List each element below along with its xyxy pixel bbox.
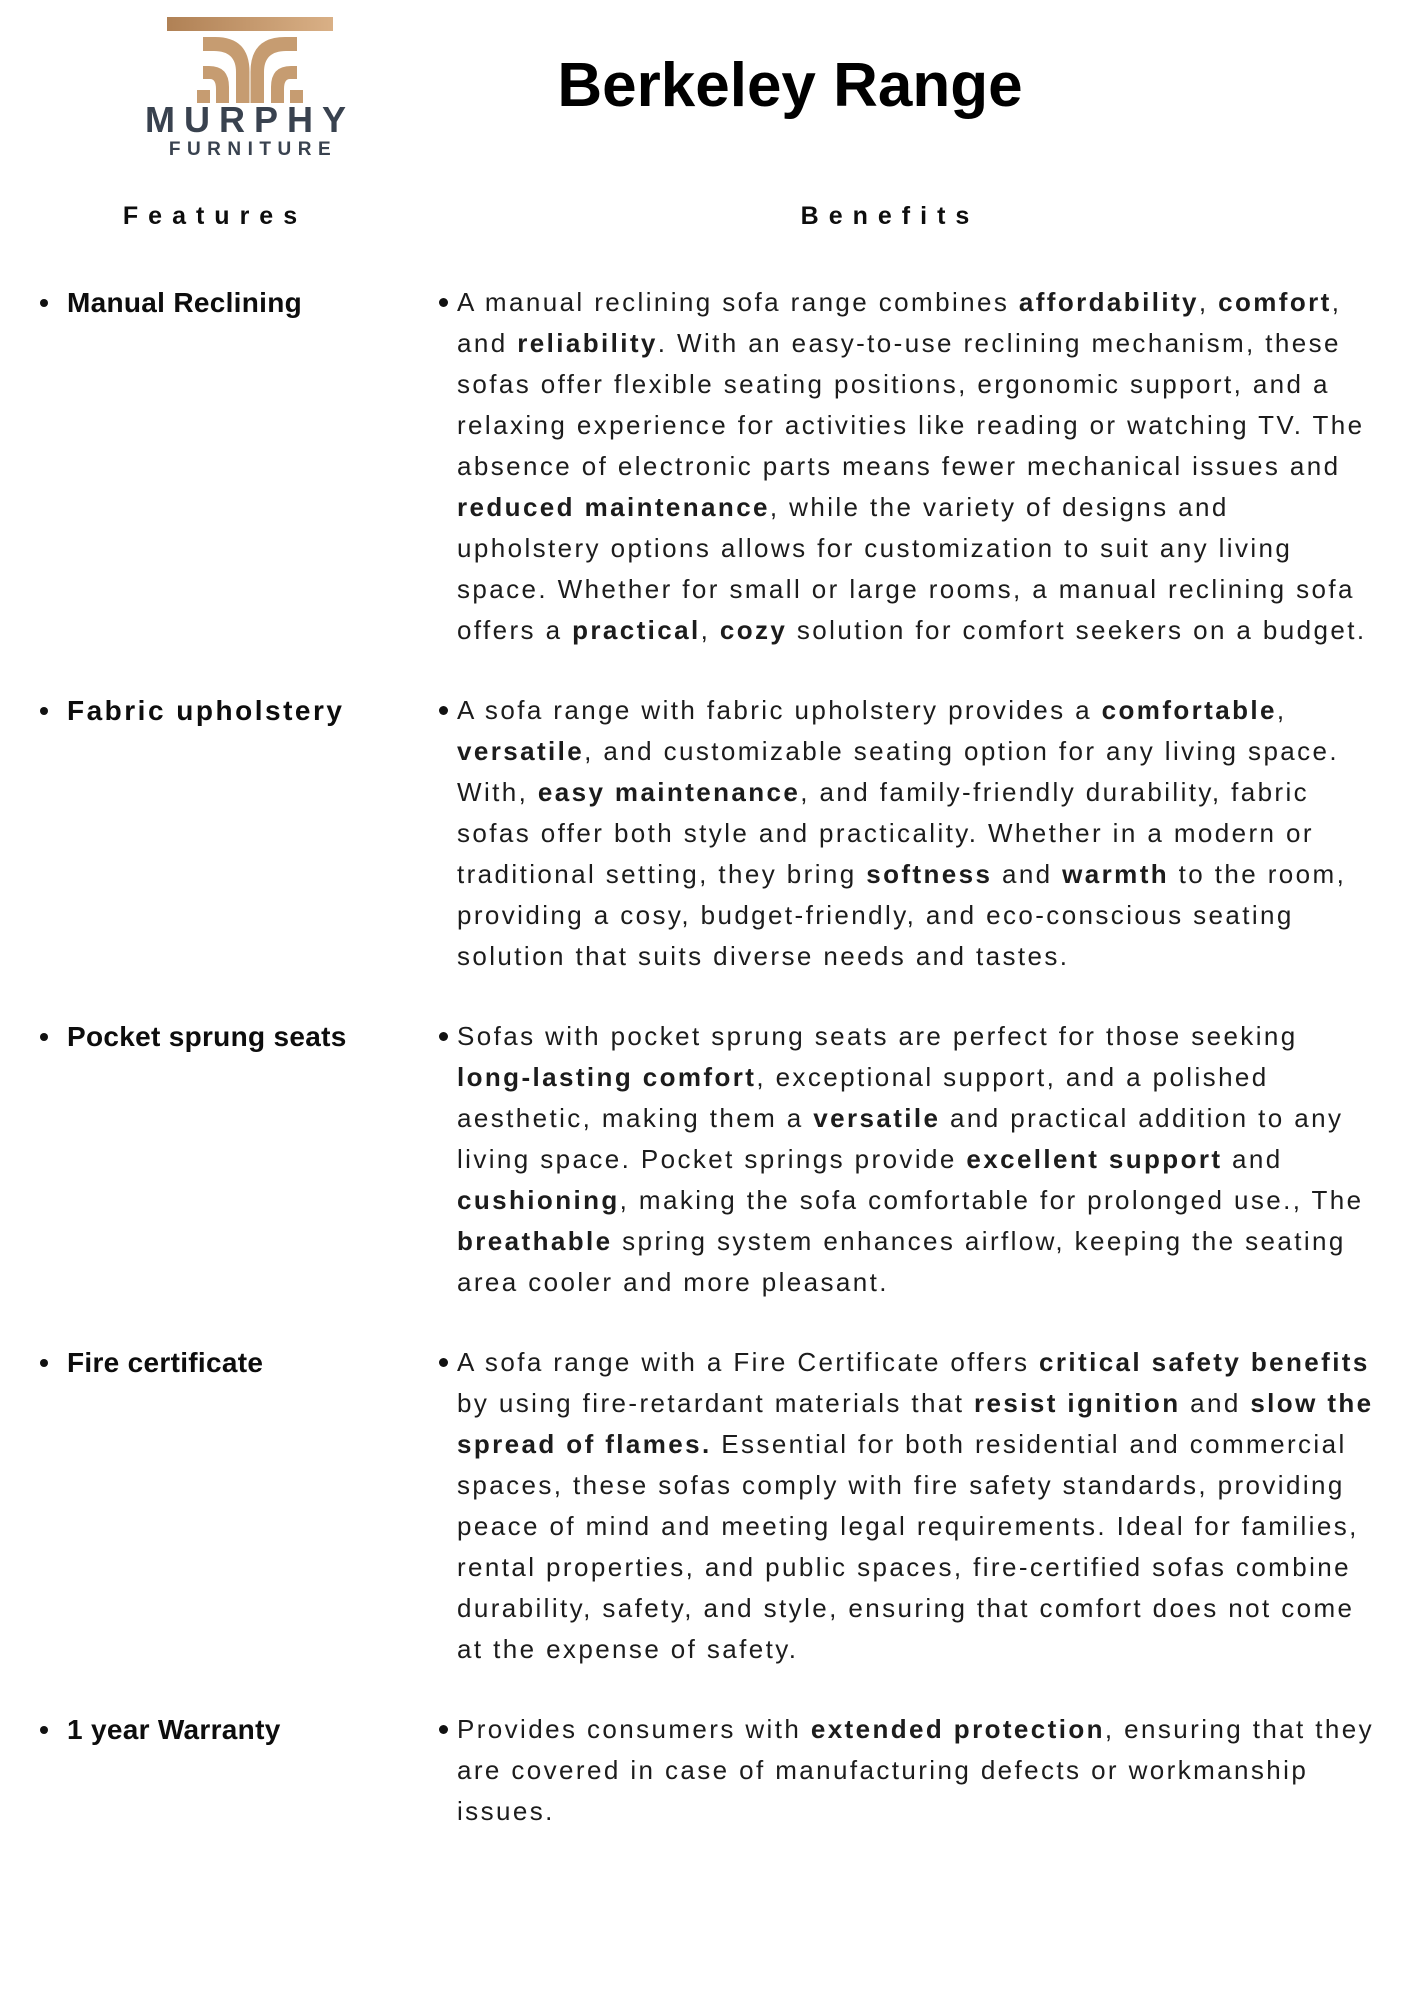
- benefit-text: and: [992, 859, 1063, 889]
- benefit-text-bold: breathable: [457, 1226, 613, 1256]
- benefit-text-bold: extended protection: [810, 1714, 1105, 1744]
- benefit-text: A manual reclining sofa range combines: [457, 287, 1019, 317]
- benefit-text: ,: [1276, 695, 1287, 725]
- features-heading: Features: [122, 202, 308, 230]
- benefit-text: A sofa range with fabric upholstery provides a: [457, 695, 1102, 725]
- benefit-text: . With an easy-to-use reclining mechanism, these sofas offer flexible seating positions, ergonomic support, and a relaxing experience for activities like reading or watching TV. The absence of electronic parts means fewer mechanical issues and: [457, 328, 1365, 481]
- benefit-text: , and family-friendly durability, fabric sofas offer both style and practicality. Whether in a modern or traditional setting, they bring: [457, 777, 1314, 889]
- benefit-text: and: [1222, 1144, 1283, 1174]
- benefit-text-bold: resist ignition: [974, 1388, 1181, 1418]
- feature-benefit-row: [0, 282, 1414, 651]
- benefit-text-bold: affordability: [1018, 287, 1199, 317]
- benefit-text: , ensuring that they are covered in case of manufacturing defects or workmanship issues.: [457, 1714, 1375, 1826]
- benefit-text-bold: versatile: [457, 736, 585, 766]
- benefit-text-bold: reliability: [517, 328, 658, 358]
- benefit-text: , making the sofa comfortable for prolonged use., The: [619, 1185, 1364, 1215]
- feature-benefit-row: [0, 1016, 1414, 1303]
- benefit-item: [430, 282, 1414, 651]
- benefit-text-bold: comfortable: [1101, 695, 1277, 725]
- benefit-text: and: [1180, 1388, 1251, 1418]
- page-title: Berkeley Range: [557, 51, 1023, 120]
- feature-item: Manual Reclining: [0, 282, 430, 323]
- benefit-text: ,: [700, 615, 720, 645]
- benefit-text: Sofas with pocket sprung seats are perfect for those seeking: [457, 1021, 1298, 1051]
- benefit-text-bold: softness: [866, 859, 993, 889]
- benefit-item: [430, 1016, 1414, 1303]
- benefit-text-bold: excellent support: [966, 1144, 1223, 1174]
- benefit-text-bold: reduced maintenance: [457, 492, 770, 522]
- benefit-text-bold: cushioning: [457, 1185, 620, 1215]
- feature-item: 1 year Warranty: [0, 1709, 430, 1750]
- benefit-text: ,: [1198, 287, 1219, 317]
- benefit-text: spring system enhances airflow, keeping the seating area cooler and more pleasant.: [457, 1226, 1346, 1297]
- feature-benefit-row: [0, 1709, 1414, 1832]
- benefit-text: Essential for both residential and commercial spaces, these sofas comply with fire safety standards, providing peace of mind and meeting legal requirements. Ideal for families, rental properties, and public spaces, fire-certified sofas combine durability, safety, and style, ensuring that comfort does not come at the expense of safety.: [457, 1429, 1359, 1664]
- feature-item: Fire certificate: [0, 1342, 430, 1383]
- benefit-text: , exceptional support, and a polished aesthetic, making them a: [457, 1062, 1269, 1133]
- feature-benefit-row: [0, 690, 1414, 977]
- benefit-item: [430, 1709, 1414, 1832]
- brand-subtitle: FURNITURE: [168, 139, 338, 156]
- benefit-text-bold: easy maintenance: [537, 777, 801, 807]
- benefit-text: , and customizable seating option for any living space. With,: [457, 736, 1340, 807]
- benefit-text: , while the variety of designs and upholstery options allows for customization to suit any living space. Whether for small or large rooms, a manual reclining sofa offers a: [457, 492, 1355, 645]
- benefit-text-bold: critical safety benefits: [1039, 1347, 1370, 1377]
- feature-item: Fabric upholstery: [0, 690, 430, 731]
- feature-benefit-row: [0, 1342, 1414, 1670]
- feature-benefit-rows: [0, 282, 1414, 1871]
- benefit-text-bold: warmth: [1062, 859, 1170, 889]
- benefit-text-bold: long-lasting comfort: [457, 1062, 757, 1092]
- brand-name: MURPHY: [144, 99, 356, 140]
- benefit-text-bold: slow the spread of flames.: [457, 1388, 1374, 1459]
- benefit-text: and practical addition to any living space. Pocket springs provide: [457, 1103, 1344, 1174]
- benefit-text: A sofa range with a Fire Certificate offers: [457, 1347, 1040, 1377]
- benefits-heading: Benefits: [800, 202, 980, 230]
- murphy-table-icon: [197, 37, 303, 103]
- benefit-item: [430, 690, 1414, 977]
- benefit-text: , and: [457, 287, 1342, 358]
- benefit-text-bold: versatile: [813, 1103, 941, 1133]
- logo-top-bar: [167, 17, 333, 31]
- benefit-text-bold: cozy: [719, 615, 788, 645]
- benefit-text: by using fire-retardant materials that: [457, 1388, 975, 1418]
- benefit-text-bold: comfort: [1218, 287, 1332, 317]
- feature-item: Pocket sprung seats: [0, 1016, 430, 1057]
- benefit-text-bold: practical: [572, 615, 701, 645]
- murphy-furniture-logo: [85, 6, 375, 156]
- benefit-text: to the room, providing a cosy, budget-friendly, and eco-conscious seating solution that suits diverse needs and tastes.: [457, 859, 1347, 971]
- benefit-item: [430, 1342, 1414, 1670]
- benefit-text: Provides consumers with: [457, 1714, 811, 1744]
- benefit-text: solution for comfort seekers on a budget.: [787, 615, 1367, 645]
